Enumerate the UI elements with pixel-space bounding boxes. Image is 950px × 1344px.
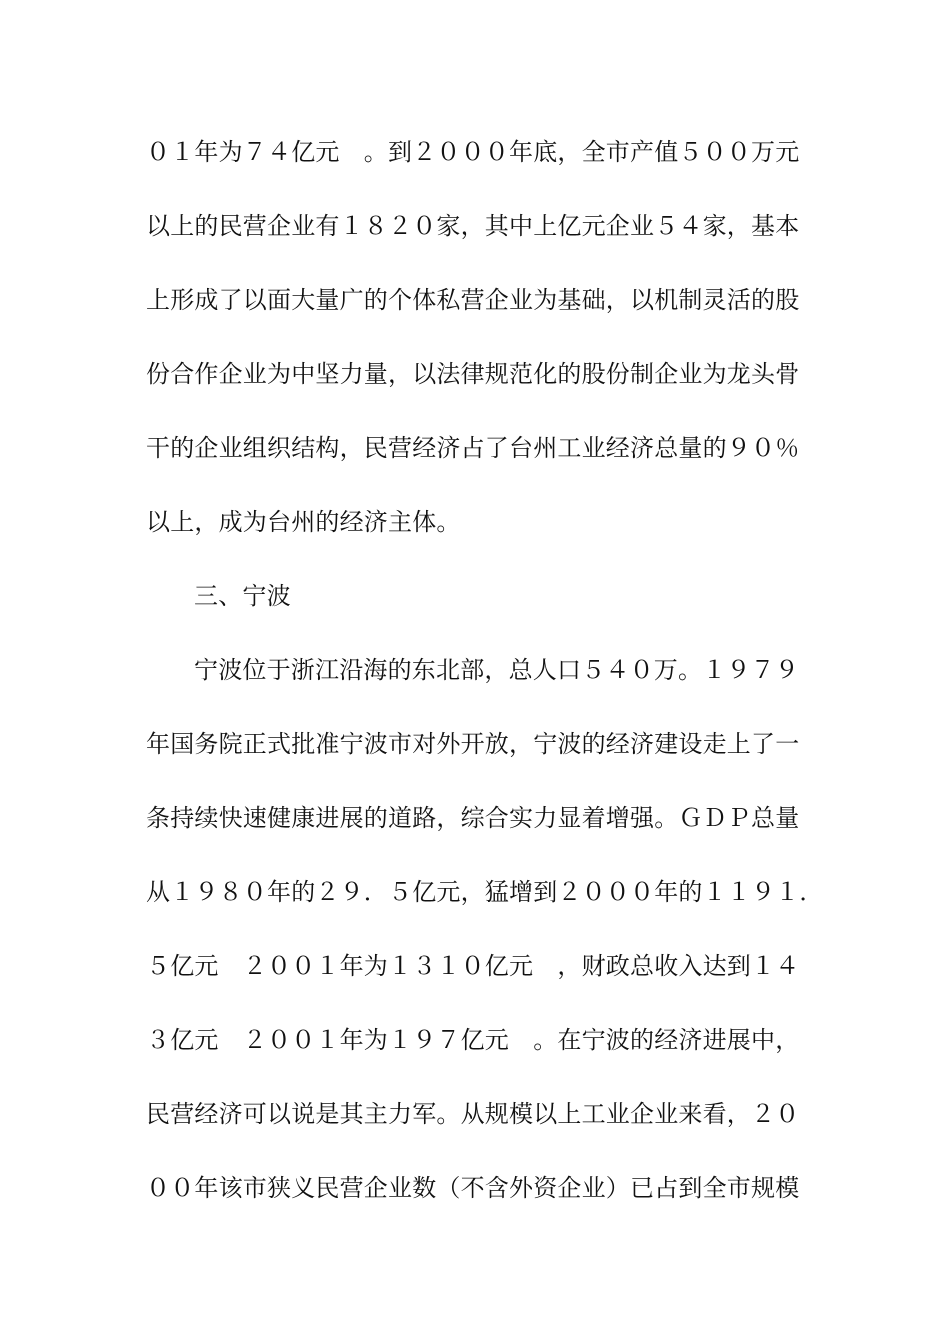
text-line: 以上，成为台州的经济主体。 xyxy=(146,508,461,536)
text-line: ５亿元 ２００１年为１３１０亿元 ，财政总收入达到１４ xyxy=(146,952,800,980)
text-line: 干的企业组织结构，民营经济占了台州工业经济总量的９０％ xyxy=(146,434,800,462)
text-line: 份合作企业为中坚力量，以法律规范化的股份制企业为龙头骨 xyxy=(146,360,800,388)
text-line: ０１年为７４亿元 。到２０００年底，全市产值５００万元 xyxy=(146,138,800,166)
text-line: 以上的民营企业有１８２０家，其中上亿元企业５４家，基本 xyxy=(146,212,800,240)
text-line: 条持续快速健康进展的道路，综合实力显着增强。ＧＤＰ总量 xyxy=(146,804,800,832)
text-line: 宁波位于浙江沿海的东北部，总人口５４０万。１９７９ xyxy=(194,656,799,684)
text-line: ３亿元 ２００１年为１９７亿元 。在宁波的经济进展中， xyxy=(146,1026,800,1054)
text-line: ００年该市狭义民营企业数（不含外资企业）已占到全市规模 xyxy=(146,1174,800,1202)
text-line: 上形成了以面大量广的个体私营企业为基础，以机制灵活的股 xyxy=(146,286,800,314)
text-line: 民营经济可以说是其主力军。从规模以上工业企业来看，２０ xyxy=(146,1100,800,1128)
text-line: 从１９８０年的２９．５亿元，猛增到２０００年的１１９１． xyxy=(146,878,824,906)
section-heading: 三、宁波 xyxy=(194,582,291,610)
text-line: 年国务院正式批准宁波市对外开放，宁波的经济建设走上了一 xyxy=(146,730,800,758)
